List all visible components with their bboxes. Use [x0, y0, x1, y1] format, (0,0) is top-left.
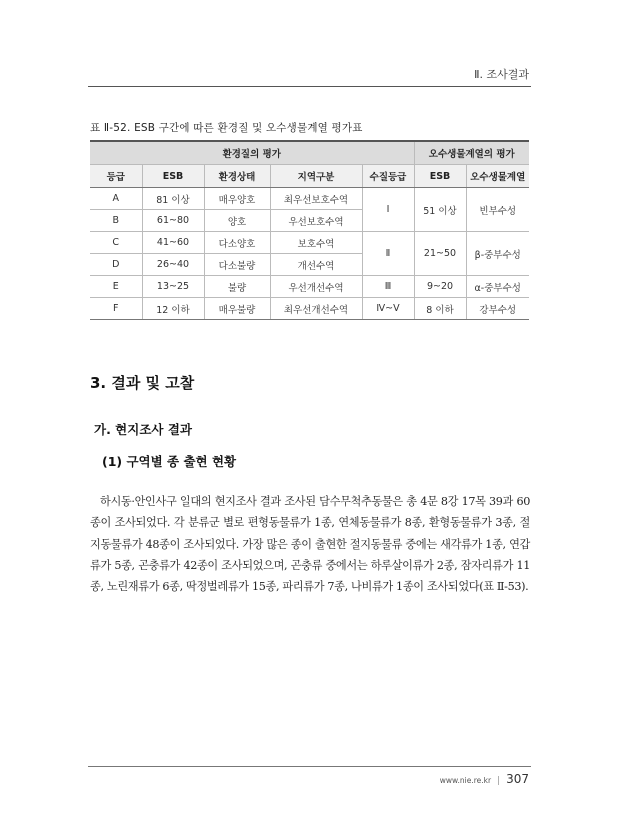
cell-state: 다소불량	[204, 254, 270, 276]
table-row	[90, 276, 529, 298]
cell-state: 양호	[204, 210, 270, 232]
cell-saprobic-series: β-중부수성	[466, 232, 529, 276]
table-caption: 표 Ⅱ-52. ESB 구간에 따른 환경질 및 오수생물계열 평가표	[90, 122, 363, 134]
cell-water-quality: Ⅱ	[362, 232, 414, 276]
cell-esb: 13~25	[142, 276, 204, 298]
cell-region: 최우선보호수역	[270, 188, 362, 210]
cell-state: 다소양호	[204, 232, 270, 254]
cell-state: 불량	[204, 276, 270, 298]
group-header-saprobic: 오수생물계열의 평가	[414, 141, 529, 165]
col-header-water-quality: 수질등급	[362, 165, 414, 188]
cell-grade: C	[90, 232, 142, 254]
cell-esb-2: 21~50	[414, 232, 466, 276]
cell-grade: F	[90, 298, 142, 320]
cell-esb: 26~40	[142, 254, 204, 276]
table-group-header	[90, 141, 529, 165]
header-divider	[88, 86, 531, 87]
cell-region: 우선개선수역	[270, 276, 362, 298]
cell-esb: 81 이상	[142, 188, 204, 210]
subsection-title: 가. 현지조사 결과	[94, 422, 192, 437]
cell-region: 개선수역	[270, 254, 362, 276]
cell-saprobic-series: 빈부수성	[466, 188, 529, 232]
cell-water-quality: Ⅳ~Ⅴ	[362, 298, 414, 320]
cell-region: 최우선개선수역	[270, 298, 362, 320]
table-row	[90, 298, 529, 320]
col-header-esb: ESB	[142, 165, 204, 188]
col-header-esb-2: ESB	[414, 165, 466, 188]
col-header-saprobic-series: 오수생물계열	[466, 165, 529, 188]
cell-region: 우선보호수역	[270, 210, 362, 232]
esb-evaluation-table	[90, 140, 529, 320]
cell-state: 매우불량	[204, 298, 270, 320]
cell-state: 매우양호	[204, 188, 270, 210]
footer-divider	[88, 766, 531, 767]
cell-esb-2: 8 이하	[414, 298, 466, 320]
subsubsection-title: (1) 구역별 종 출현 현황	[102, 454, 237, 469]
page-number: 307	[506, 772, 529, 786]
cell-grade: B	[90, 210, 142, 232]
cell-esb: 41~60	[142, 232, 204, 254]
group-header-environment: 환경질의 평가	[90, 141, 414, 165]
cell-water-quality: Ⅰ	[362, 188, 414, 232]
running-header: Ⅱ. 조사결과	[474, 68, 529, 81]
cell-region: 보호수역	[270, 232, 362, 254]
footer-separator: |	[497, 776, 501, 786]
table-column-header	[90, 165, 529, 188]
cell-water-quality: Ⅲ	[362, 276, 414, 298]
body-paragraph: 하시동·안인사구 일대의 현지조사 결과 조사된 담수무척추동물은 총 4문 8강 17목 39과 60종이 조사되었다. 각 분류군 별로 편형동물류가 1종, 연체동물류가 8종, 환형동물류가 3종, 절지동물류가 48종이 조사되었다. 가장 많은 종이 출현한 절지동물류 중에는 새각류가 1종, 연갑류가 5종, 곤충류가 42종이 조사되었으며, 곤충류 중에서는 하루살이류가 2종, 잠자리류가 11종, 노린재류가 6종, 딱정벌레류가 15종, 파리류가 7종, 나비류가 1종이 조사되었다(표 Ⅱ-53).	[90, 495, 530, 594]
col-header-region: 지역구분	[270, 165, 362, 188]
section-title: 3. 결과 및 고찰	[90, 374, 195, 392]
table-row	[90, 232, 529, 254]
cell-grade: D	[90, 254, 142, 276]
cell-esb: 61~80	[142, 210, 204, 232]
page-footer	[440, 772, 529, 786]
cell-grade: E	[90, 276, 142, 298]
cell-saprobic-series: α-중부수성	[466, 276, 529, 298]
cell-esb-2: 9~20	[414, 276, 466, 298]
cell-saprobic-series: 강부수성	[466, 298, 529, 320]
col-header-grade: 등급	[90, 165, 142, 188]
cell-esb: 12 이하	[142, 298, 204, 320]
cell-esb-2: 51 이상	[414, 188, 466, 232]
table-row	[90, 188, 529, 210]
cell-grade: A	[90, 188, 142, 210]
col-header-state: 환경상태	[204, 165, 270, 188]
footer-url: www.nie.re.kr	[439, 776, 492, 785]
